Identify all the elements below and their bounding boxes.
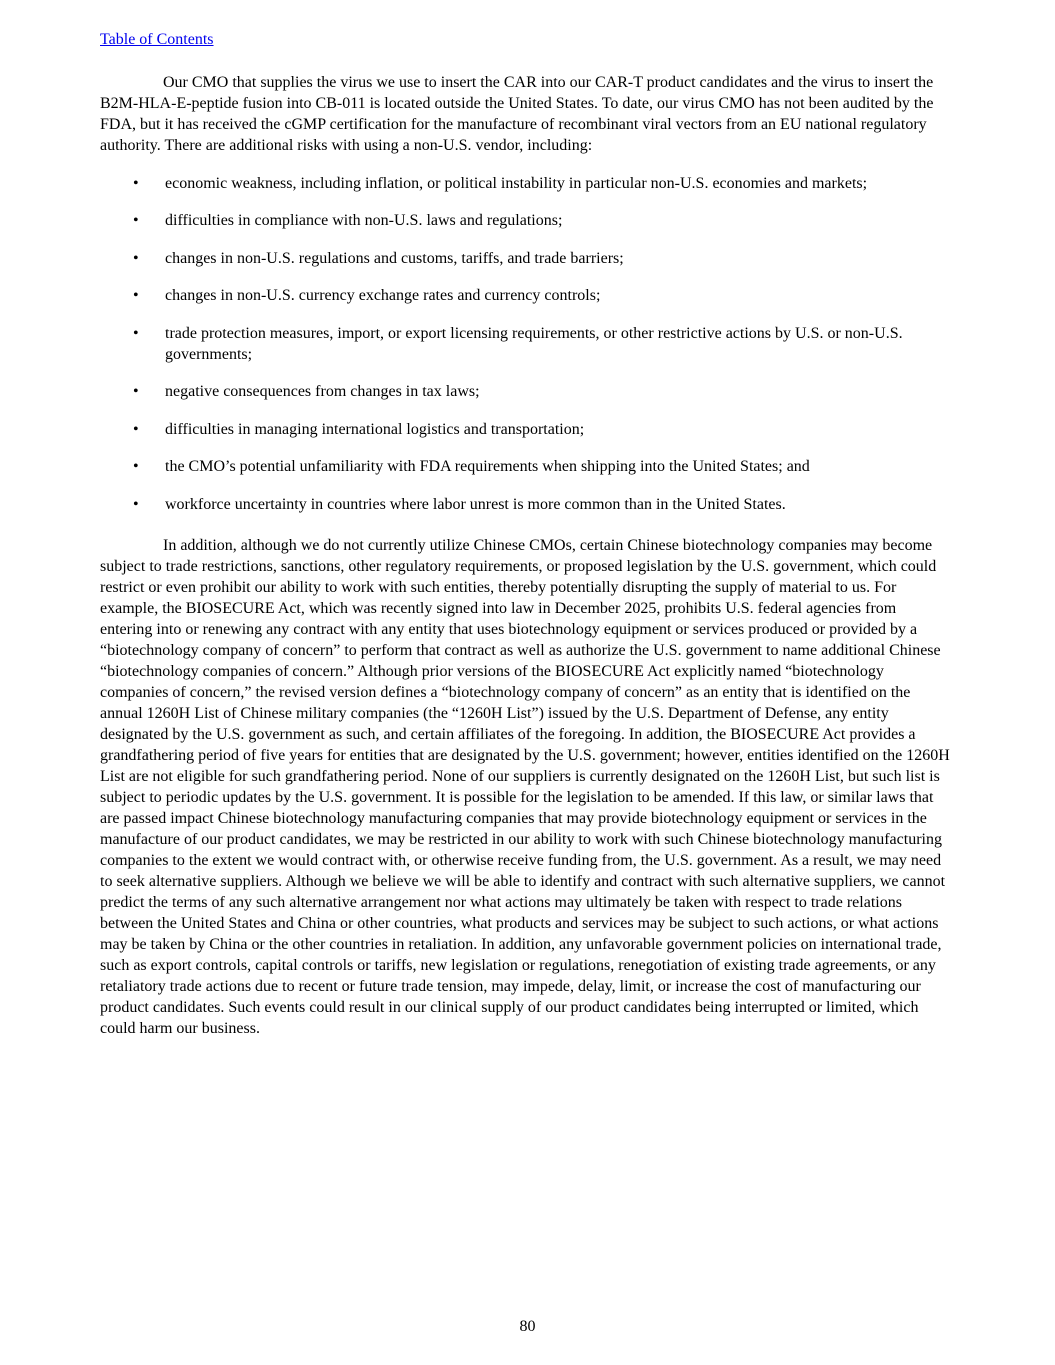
bullet-text: workforce uncertainty in countries where labor unrest is more common than in the United States. bbox=[165, 495, 786, 513]
bullet-text: difficulties in compliance with non-U.S. laws and regulations; bbox=[165, 212, 563, 229]
table-of-contents-link[interactable]: Table of Contents bbox=[100, 31, 214, 48]
bullet-icon: • bbox=[133, 174, 139, 192]
page-footer bbox=[0, 1316, 1055, 1337]
bullet-icon: • bbox=[133, 287, 139, 304]
bullet-text: the CMO’s potential unfamiliarity with FDA requirements when shipping into the United States; and bbox=[165, 458, 810, 475]
bullet-text: trade protection measures, import, or export licensing requirements, or other restrictive actions by U.S. or non-U.S. governments; bbox=[165, 324, 903, 363]
bullet-text: changes in non-U.S. regulations and customs, tariffs, and trade barriers; bbox=[165, 249, 624, 267]
page-number: 80 bbox=[519, 1318, 536, 1335]
bullet-icon: • bbox=[133, 324, 139, 342]
list-item bbox=[100, 173, 952, 194]
bullet-text: difficulties in managing international logistics and transportation; bbox=[165, 420, 585, 438]
list-item bbox=[100, 419, 952, 440]
list-item bbox=[100, 285, 952, 306]
bullet-text: negative consequences from changes in tax laws; bbox=[165, 383, 480, 400]
risk-bullet-list bbox=[100, 173, 952, 515]
bullet-icon: • bbox=[133, 420, 139, 438]
paragraph-cmo-intro: Our CMO that supplies the virus we use to insert the CAR into our CAR-T product candidates and the virus to insert the B2M-HLA-E-peptide fusion into CB-011 is located outside the United States. To date, our virus CMO has not been audited by the FDA, but it has received the cGMP certification for the manufacture of recombinant viral vectors from an EU national regulatory authority. There are additional risks with using a non-U.S. vendor, including: bbox=[100, 74, 934, 154]
list-item bbox=[100, 323, 952, 365]
bullet-icon: • bbox=[133, 458, 139, 475]
bullet-text: economic weakness, including inflation, or political instability in particular non-U.S. economies and markets; bbox=[165, 174, 868, 192]
list-item bbox=[100, 456, 952, 477]
bullet-icon: • bbox=[133, 212, 139, 229]
list-item bbox=[100, 381, 952, 402]
list-item bbox=[100, 494, 952, 515]
list-item bbox=[100, 248, 952, 269]
bullet-icon: • bbox=[133, 249, 139, 267]
bullet-icon: • bbox=[133, 495, 139, 513]
paragraph-chinese-cmos: In addition, although we do not currently utilize Chinese CMOs, certain Chinese biotechnology companies may become subject to trade restrictions, sanctions, other regulatory requirements, or proposed legislation by the U.S. government, which could restrict or even prohibit our ability to work with such entities, thereby potentially disrupting the supply of material to us. For example, the BIOSECURE Act, which was recently signed into law in December 2025, prohibits U.S. federal agencies from entering into or renewing any contract with any entity that uses biotechnology equipment or services produced or provided by a “biotechnology company of concern” to perform that contract as well as authorize the U.S. government to name additional Chinese “biotechnology companies of concern.” Although prior versions of the BIOSECURE Act explicitly named “biotechnology companies of concern,” the revised version defines a “biotechnology company of concern” as an entity that is identified on the annual 1260H List of Chinese military companies (the “1260H List”) issued by the U.S. Department of Defense, any entity designated by the U.S. government as such, and certain affiliates of the foregoing. In addition, the BIOSECURE Act provides a grandfathering period of five years for entities that are designated by the U.S. government; however, entities identified on the 1260H List are not eligible for such grandfathering period. None of our suppliers is currently designated on the 1260H List, but such list is subject to periodic updates by the U.S. government. It is possible for the legislation to be amended. If this law, or similar laws that are passed impact Chinese biotechnology manufacturing companies that may provide biotechnology equipment or services in the manufacture of our product candidates, we may be restricted in our ability to work with such Chinese biotechnology manufacturing companies to the extent we would contract with, or otherwise receive funding from, the U.S. government. As a result, we may need to seek alternative suppliers. Although we believe we will be able to identify and contract with such alternative suppliers, we cannot predict the terms of any such alternative arrangement nor what actions may ultimately be taken with respect to trade relations between the United States and China or other countries, what products and services may be subject to such actions, or what actions may be taken by China or the other countries in retaliation. In addition, any unfavorable government policies on international trade, such as export controls, capital controls or tariffs, new legislation or regulations, renegotiation of existing trade agreements, or any retaliatory trade actions due to recent or future trade tension, may impede, delay, limit, or increase the cost of manufacturing our product candidates. Such events could result in our clinical supply of our product candidates being interrupted or limited, which could harm our business. bbox=[100, 536, 950, 1037]
list-item bbox=[100, 210, 952, 231]
bullet-text: changes in non-U.S. currency exchange rates and currency controls; bbox=[165, 287, 601, 304]
bullet-icon: • bbox=[133, 383, 139, 400]
